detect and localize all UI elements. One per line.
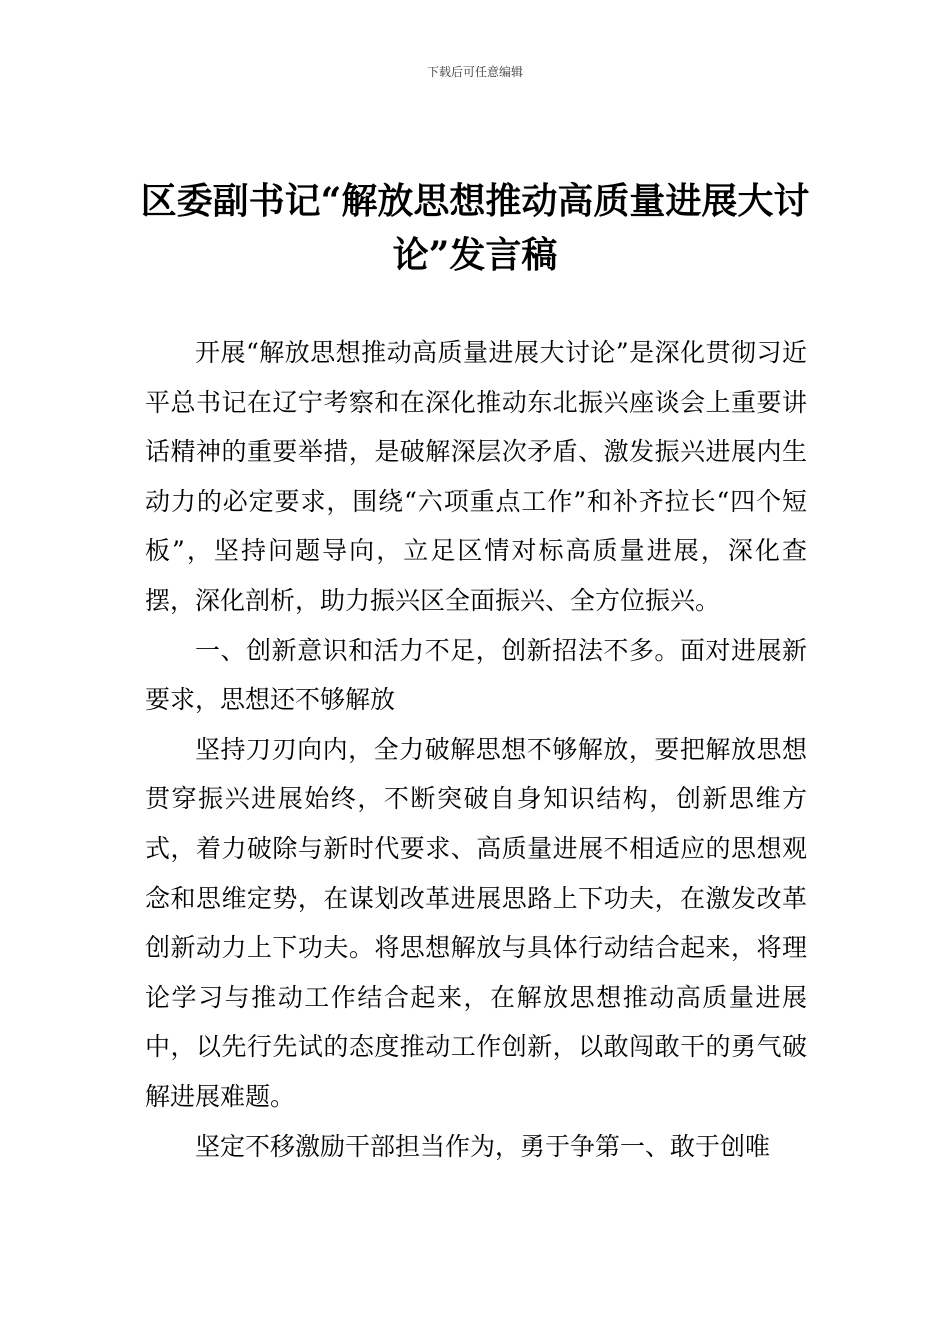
document-body: [145, 328, 807, 1171]
document-title: 区委副书记“解放思想推动高质量进展大讨论”发言稿: [140, 180, 810, 276]
paragraph-section-heading: 一、创新意识和活力不足，创新招法不多。面对进展新要求，思想还不够解放: [145, 635, 807, 715]
paragraph-intro: 开展“解放思想推动高质量进展大讨论”是深化贯彻习近平总书记在辽宁考察和在深化推动东北振兴座谈会上重要讲话精神的重要举措，是破解深层次矛盾、激发振兴进展内生动力的必定要求，围绕“六项重点工作”和补齐拉长“四个短板”，坚持问题导向，立足区情对标高质量进展，深化查摆，深化剖析，助力振兴区全面振兴、全方位振兴。: [145, 338, 807, 615]
paragraph-body-2: 坚定不移激励干部担当作为，勇于争第一、敢于创唯: [195, 1131, 771, 1161]
paragraph-body-1: 坚持刀刃向内，全力破解思想不够解放，要把解放思想贯穿振兴进展始终，不断突破自身知识结构，创新思维方式，着力破除与新时代要求、高质量进展不相适应的思想观念和思维定势，在谋划改革进展思路上下功夫，在激发改革创新动力上下功夫。将思想解放与具体行动结合起来，将理论学习与推动工作结合起来，在解放思想推动高质量进展中，以先行先试的态度推动工作创新，以敢闯敢干的勇气破解进展难题。: [145, 734, 807, 1111]
header-note: 下载后可任意编辑: [426, 65, 523, 79]
